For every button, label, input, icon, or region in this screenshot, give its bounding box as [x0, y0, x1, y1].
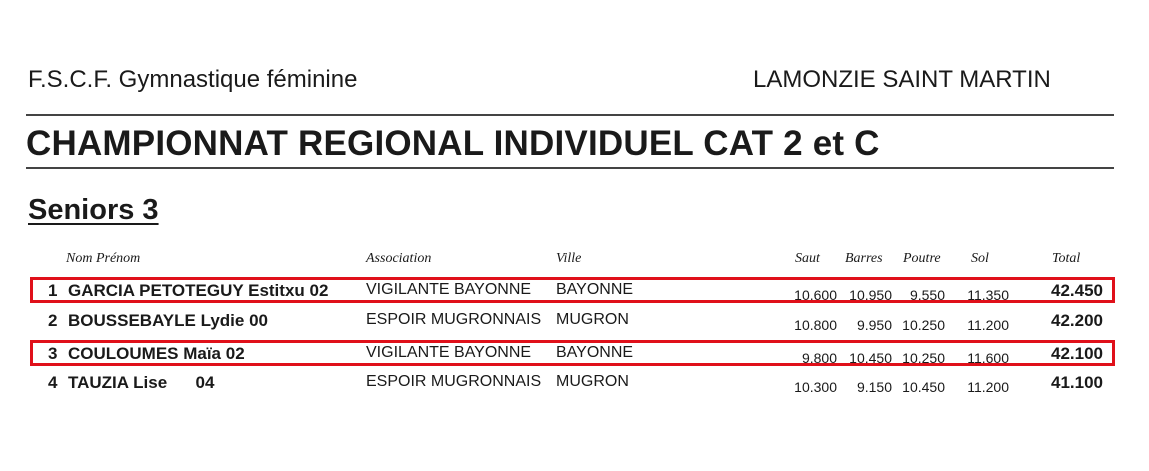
city: MUGRON — [556, 373, 629, 390]
table-row — [0, 277, 1149, 305]
bars-score: 10.950 — [849, 287, 892, 303]
vault-score: 10.800 — [794, 317, 837, 333]
vault-score: 10.300 — [794, 379, 837, 395]
bars-score: 10.450 — [849, 350, 892, 366]
vault-score: 9.800 — [801, 350, 837, 366]
beam-score: 9.550 — [909, 287, 945, 303]
col-header-bars: Barres — [845, 251, 883, 266]
category-heading: Seniors 3 — [28, 194, 159, 226]
beam-score: 10.450 — [902, 379, 945, 395]
table-row — [0, 340, 1149, 368]
floor-score: 11.350 — [967, 287, 1009, 303]
association: VIGILANTE BAYONNE — [366, 281, 532, 298]
col-header-vault: Saut — [795, 251, 820, 266]
floor-score: 11.200 — [967, 317, 1009, 333]
total-score: 41.100 — [1051, 373, 1103, 392]
divider-bottom — [26, 167, 1114, 169]
association: ESPOIR MUGRONNAIS — [366, 311, 542, 328]
bars-score: 9.950 — [856, 317, 892, 333]
rank: 1 — [48, 281, 58, 300]
city: MUGRON — [556, 311, 629, 328]
championship-title: CHAMPIONNAT REGIONAL INDIVIDUEL CAT 2 et C — [26, 124, 880, 163]
athlete-name: BOUSSEBAYLE Lydie 00 — [68, 311, 268, 330]
vault-score: 10.600 — [794, 287, 837, 303]
rank: 3 — [48, 344, 58, 363]
beam-score: 10.250 — [902, 317, 945, 333]
col-header-beam: Poutre — [903, 251, 941, 266]
city: BAYONNE — [556, 281, 634, 298]
total-score: 42.100 — [1051, 344, 1103, 363]
col-header-total: Total — [1052, 251, 1081, 266]
col-header-city: Ville — [556, 251, 582, 266]
col-header-floor: Sol — [971, 251, 989, 266]
table-row — [0, 307, 1149, 335]
association: ESPOIR MUGRONNAIS — [366, 373, 542, 390]
bars-score: 9.150 — [856, 379, 892, 395]
venue-name: LAMONZIE SAINT MARTIN — [753, 66, 1051, 93]
rank: 4 — [48, 373, 58, 392]
organization-title: F.S.C.F. Gymnastique féminine — [28, 66, 358, 93]
athlete-name: COULOUMES Maïa 02 — [68, 344, 245, 363]
total-score: 42.450 — [1051, 281, 1103, 300]
athlete-name: GARCIA PETOTEGUY Estitxu 02 — [68, 281, 329, 300]
table-row — [0, 369, 1149, 397]
col-header-association: Association — [366, 251, 432, 266]
divider-top — [26, 114, 1114, 116]
col-header-name: Nom Prénom — [66, 251, 141, 266]
total-score: 42.200 — [1051, 311, 1103, 330]
city: BAYONNE — [556, 344, 634, 361]
floor-score: 11.600 — [967, 350, 1009, 366]
athlete-name: TAUZIA Lise 04 — [68, 373, 215, 392]
association: VIGILANTE BAYONNE — [366, 344, 532, 361]
floor-score: 11.200 — [967, 379, 1009, 395]
beam-score: 10.250 — [902, 350, 945, 366]
rank: 2 — [48, 311, 58, 330]
